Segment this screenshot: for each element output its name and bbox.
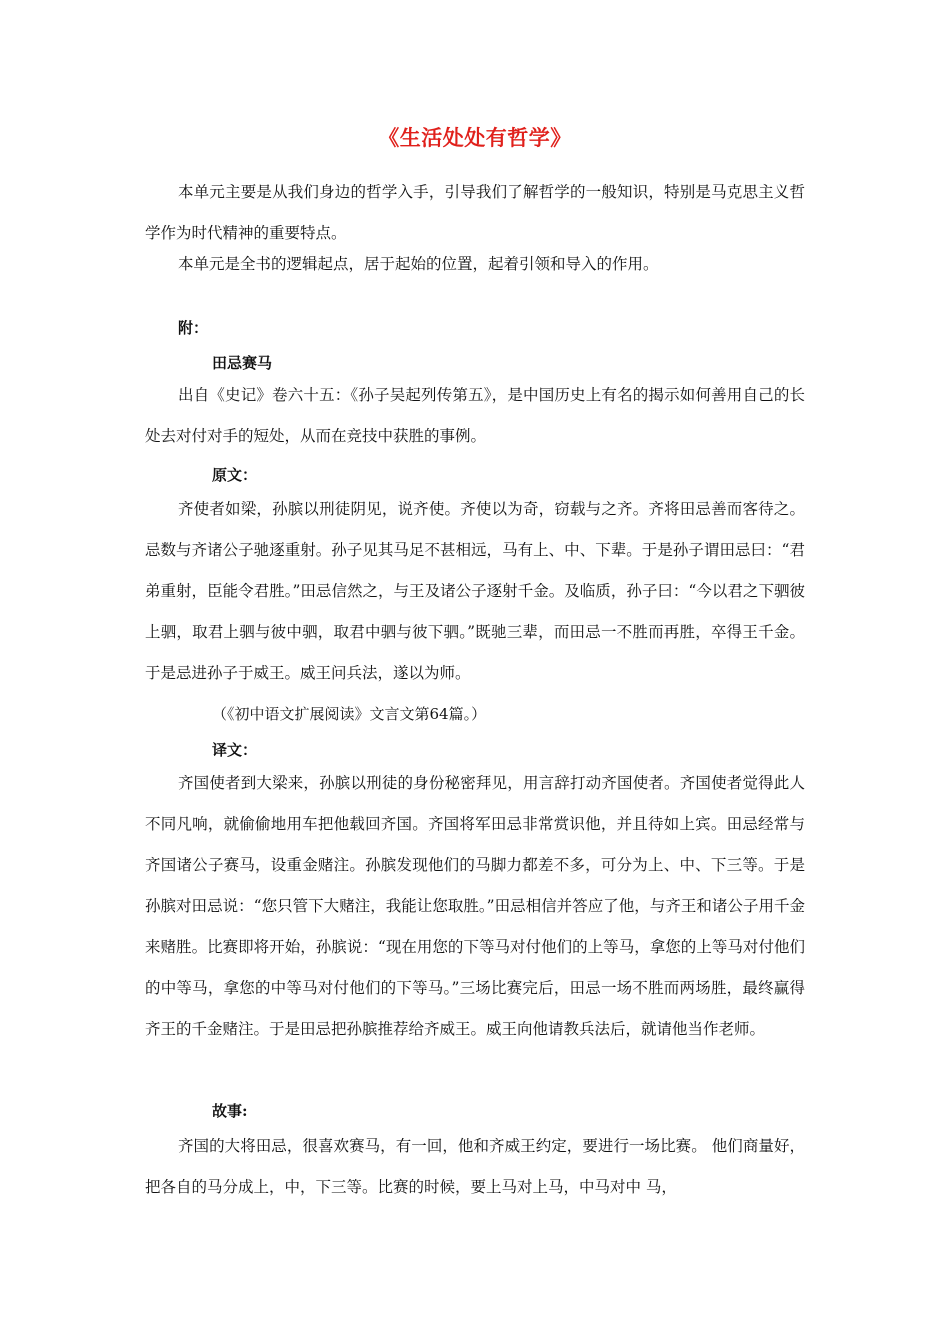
intro-paragraph-2: 本单元是全书的逻辑起点，居于起始的位置，起着引领和导入的作用。 (178, 255, 659, 273)
origin-paragraph: 出自《史记》卷六十五：《孙子吴起列传第五》，是中国历史上有名的揭示如何善用自己的长处去对付对手的短处，从而在竞技中获胜的事例。 (145, 386, 805, 445)
appendix-label: 附： (178, 319, 209, 337)
story-text: 齐国的大将田忌，很喜欢赛马，有一回，他和齐威王约定，要进行一场比赛。 他们商量好，把各自的马分成上，中，下三等。比赛的时候，要上马对上马，中马对中 马， (145, 1137, 805, 1196)
story-title: 田忌赛马 (212, 354, 273, 372)
intro-paragraph-1: 本单元主要是从我们身边的哲学入手，引导我们了解哲学的一般知识，特别是马克思主义哲学作为时代精神的重要特点。 (145, 183, 805, 242)
translation-label: 译文： (212, 741, 258, 759)
story-label: 故事: (212, 1102, 248, 1120)
original-text: 齐使者如梁，孙膑以刑徒阴见，说齐使。齐使以为奇，窃载与之齐。齐将田忌善而客待之。忌数与齐诸公子驰逐重射。孙子见其马足不甚相远，马有上、中、下辈。于是孙子谓田忌曰：“君弟重射，臣能令君胜。”田忌信然之，与王及诸公子逐射千金。及临质，孙子曰：“今以君之下驷彼上驷，取君上驷与彼中驷，取君中驷与彼下驷。”既驰三辈，而田忌一不胜而再胜，卒得王千金。于是忌进孙子于威王。威王问兵法，遂以为师。 (145, 500, 805, 682)
translation-text: 齐国使者到大梁来，孙膑以刑徒的身份秘密拜见，用言辞打动齐国使者。齐国使者觉得此人不同凡响，就偷偷地用车把他载回齐国。齐国将军田忌非常赏识他，并且待如上宾。田忌经常与齐国诸公子赛马，设重金赌注。孙膑发现他们的马脚力都差不多，可分为上、中、下三等。于是孙膑对田忌说：“您只管下大赌注，我能让您取胜。”田忌相信并答应了他，与齐王和诸公子用千金来赌胜。比赛即将开始，孙膑说：“现在用您的下等马对付他们的上等马，拿您的上等马对付他们的中等马，拿您的中等马对付他们的下等马。”三场比赛完后，田忌一场不胜而两场胜，最终赢得齐王的千金赌注。于是田忌把孙膑推荐给齐威王。威王向他请教兵法后，就请他当作老师。 (145, 774, 805, 1038)
original-label: 原文： (212, 466, 258, 484)
original-source: （《初中语文扩展阅读》文言文第64篇。） (212, 705, 487, 723)
document-title: 《生活处处有哲学》 (378, 125, 572, 150)
